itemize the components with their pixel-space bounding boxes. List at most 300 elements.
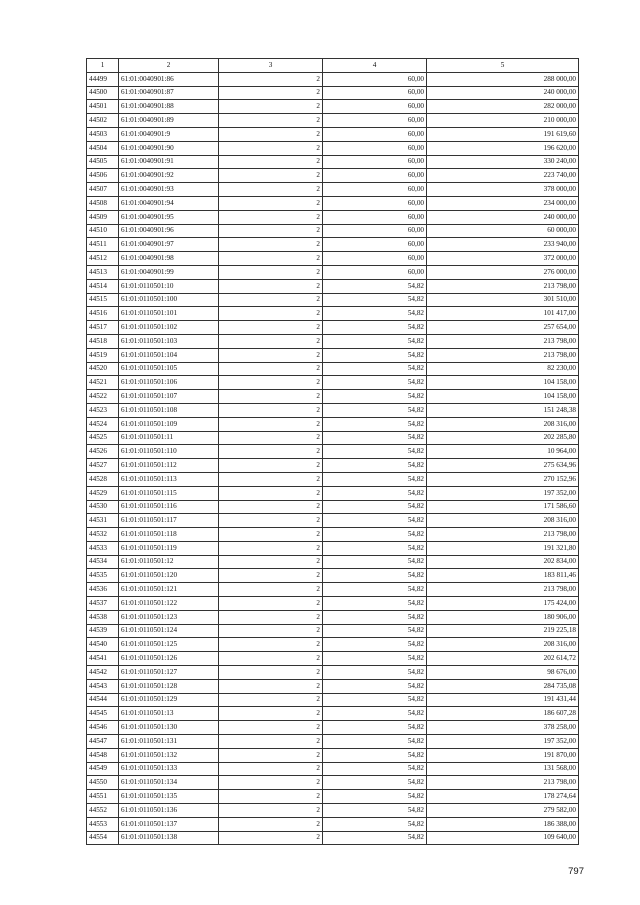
cadastral-number-cell: 61:01:0110501:117 (119, 514, 219, 528)
value-cell: 60,00 (323, 86, 427, 100)
table-row (87, 762, 579, 776)
category-cell: 2 (219, 776, 323, 790)
cadastral-number-cell: 61:01:0110501:136 (119, 804, 219, 818)
amount-cell: 240 000,00 (427, 86, 579, 100)
category-cell: 2 (219, 638, 323, 652)
row-number-cell: 44525 (87, 431, 119, 445)
amount-cell: 202 614,72 (427, 652, 579, 666)
cadastral-number-cell: 61:01:0040901:94 (119, 196, 219, 210)
table-header (87, 59, 579, 73)
amount-cell: 191 321,80 (427, 541, 579, 555)
row-number-cell: 44539 (87, 624, 119, 638)
cadastral-number-cell: 61:01:0040901:95 (119, 210, 219, 224)
row-number-cell: 44552 (87, 804, 119, 818)
value-cell: 54,82 (323, 528, 427, 542)
value-cell: 60,00 (323, 141, 427, 155)
cadastral-number-cell: 61:01:0040901:98 (119, 252, 219, 266)
row-number-cell: 44504 (87, 141, 119, 155)
cadastral-number-cell: 61:01:0040901:99 (119, 265, 219, 279)
table-row (87, 666, 579, 680)
amount-cell: 301 510,00 (427, 293, 579, 307)
amount-cell: 223 740,00 (427, 169, 579, 183)
cadastral-number-cell: 61:01:0040901:96 (119, 224, 219, 238)
table-row (87, 155, 579, 169)
cadastral-number-cell: 61:01:0040901:90 (119, 141, 219, 155)
amount-cell: 191 431,44 (427, 693, 579, 707)
value-cell: 54,82 (323, 569, 427, 583)
value-cell: 54,82 (323, 403, 427, 417)
table-row (87, 597, 579, 611)
table-row (87, 279, 579, 293)
value-cell: 54,82 (323, 307, 427, 321)
amount-cell: 104 158,00 (427, 376, 579, 390)
table-row (87, 624, 579, 638)
value-cell: 54,82 (323, 376, 427, 390)
table-row (87, 500, 579, 514)
amount-cell: 196 620,00 (427, 141, 579, 155)
amount-cell: 279 582,00 (427, 804, 579, 818)
cadastral-number-cell: 61:01:0040901:97 (119, 238, 219, 252)
row-number-cell: 44536 (87, 583, 119, 597)
value-cell: 54,82 (323, 362, 427, 376)
value-cell: 60,00 (323, 252, 427, 266)
amount-cell: 276 000,00 (427, 265, 579, 279)
value-cell: 54,82 (323, 624, 427, 638)
row-number-cell: 44510 (87, 224, 119, 238)
row-number-cell: 44508 (87, 196, 119, 210)
table-row (87, 376, 579, 390)
table-row (87, 679, 579, 693)
cadastral-number-cell: 61:01:0110501:138 (119, 831, 219, 845)
table-row (87, 748, 579, 762)
category-cell: 2 (219, 831, 323, 845)
cadastral-number-cell: 61:01:0040901:91 (119, 155, 219, 169)
table-row (87, 459, 579, 473)
category-cell: 2 (219, 762, 323, 776)
amount-cell: 270 152,96 (427, 472, 579, 486)
cadastral-number-cell: 61:01:0040901:93 (119, 183, 219, 197)
amount-cell: 378 258,00 (427, 721, 579, 735)
cadastral-number-cell: 61:01:0110501:116 (119, 500, 219, 514)
category-cell: 2 (219, 528, 323, 542)
cadastral-number-cell: 61:01:0110501:131 (119, 735, 219, 749)
cadastral-number-cell: 61:01:0110501:112 (119, 459, 219, 473)
amount-cell: 378 000,00 (427, 183, 579, 197)
amount-cell: 104 158,00 (427, 390, 579, 404)
table-row (87, 652, 579, 666)
category-cell: 2 (219, 376, 323, 390)
row-number-cell: 44503 (87, 127, 119, 141)
category-cell: 2 (219, 334, 323, 348)
value-cell: 54,82 (323, 735, 427, 749)
row-number-cell: 44537 (87, 597, 119, 611)
row-number-cell: 44514 (87, 279, 119, 293)
cadastral-number-cell: 61:01:0040901:92 (119, 169, 219, 183)
amount-cell: 191 619,60 (427, 127, 579, 141)
table-row (87, 693, 579, 707)
header-row (87, 59, 579, 73)
value-cell: 54,82 (323, 804, 427, 818)
table-row (87, 307, 579, 321)
row-number-cell: 44521 (87, 376, 119, 390)
cadastral-number-cell: 61:01:0040901:86 (119, 72, 219, 86)
category-cell: 2 (219, 569, 323, 583)
category-cell: 2 (219, 114, 323, 128)
category-cell: 2 (219, 500, 323, 514)
value-cell: 54,82 (323, 500, 427, 514)
value-cell: 54,82 (323, 472, 427, 486)
row-number-cell: 44524 (87, 417, 119, 431)
amount-cell: 372 000,00 (427, 252, 579, 266)
table-row (87, 265, 579, 279)
table-row (87, 72, 579, 86)
row-number-cell: 44500 (87, 86, 119, 100)
row-number-cell: 44543 (87, 679, 119, 693)
value-cell: 54,82 (323, 679, 427, 693)
table-row (87, 541, 579, 555)
category-cell: 2 (219, 127, 323, 141)
cadastral-number-cell: 61:01:0110501:128 (119, 679, 219, 693)
amount-cell: 197 352,00 (427, 735, 579, 749)
value-cell: 54,82 (323, 348, 427, 362)
row-number-cell: 44519 (87, 348, 119, 362)
table-row (87, 334, 579, 348)
cadastral-number-cell: 61:01:0110501:104 (119, 348, 219, 362)
amount-cell: 98 676,00 (427, 666, 579, 680)
amount-cell: 330 240,00 (427, 155, 579, 169)
cadastral-number-cell: 61:01:0040901:89 (119, 114, 219, 128)
value-cell: 54,82 (323, 293, 427, 307)
row-number-cell: 44542 (87, 666, 119, 680)
amount-cell: 191 870,00 (427, 748, 579, 762)
cadastral-number-cell: 61:01:0110501:118 (119, 528, 219, 542)
table-row (87, 528, 579, 542)
cadastral-number-cell: 61:01:0110501:129 (119, 693, 219, 707)
category-cell: 2 (219, 583, 323, 597)
table-row (87, 100, 579, 114)
table-row (87, 707, 579, 721)
value-cell: 54,82 (323, 555, 427, 569)
value-cell: 54,82 (323, 417, 427, 431)
table-row (87, 569, 579, 583)
row-number-cell: 44528 (87, 472, 119, 486)
cadastral-number-cell: 61:01:0110501:133 (119, 762, 219, 776)
category-cell: 2 (219, 610, 323, 624)
value-cell: 54,82 (323, 790, 427, 804)
row-number-cell: 44506 (87, 169, 119, 183)
table-row (87, 169, 579, 183)
category-cell: 2 (219, 169, 323, 183)
table-row (87, 348, 579, 362)
row-number-cell: 44540 (87, 638, 119, 652)
table-row (87, 445, 579, 459)
table-row (87, 790, 579, 804)
table-row (87, 86, 579, 100)
column-header-2: 2 (119, 59, 219, 73)
amount-cell: 131 568,00 (427, 762, 579, 776)
cadastral-number-cell: 61:01:0110501:125 (119, 638, 219, 652)
category-cell: 2 (219, 472, 323, 486)
table-row (87, 238, 579, 252)
amount-cell: 257 654,00 (427, 321, 579, 335)
amount-cell: 82 230,00 (427, 362, 579, 376)
table-row (87, 804, 579, 818)
category-cell: 2 (219, 459, 323, 473)
table-body (87, 72, 579, 845)
row-number-cell: 44511 (87, 238, 119, 252)
row-number-cell: 44529 (87, 486, 119, 500)
table-row (87, 776, 579, 790)
cadastral-number-cell: 61:01:0110501:132 (119, 748, 219, 762)
value-cell: 54,82 (323, 748, 427, 762)
value-cell: 54,82 (323, 666, 427, 680)
table-row (87, 293, 579, 307)
cadastral-number-cell: 61:01:0110501:120 (119, 569, 219, 583)
row-number-cell: 44538 (87, 610, 119, 624)
table-row (87, 735, 579, 749)
value-cell: 60,00 (323, 114, 427, 128)
amount-cell: 208 316,00 (427, 514, 579, 528)
table-row (87, 321, 579, 335)
row-number-cell: 44509 (87, 210, 119, 224)
category-cell: 2 (219, 707, 323, 721)
cadastral-number-cell: 61:01:0110501:103 (119, 334, 219, 348)
category-cell: 2 (219, 362, 323, 376)
amount-cell: 210 000,00 (427, 114, 579, 128)
value-cell: 54,82 (323, 597, 427, 611)
cadastral-number-cell: 61:01:0110501:100 (119, 293, 219, 307)
category-cell: 2 (219, 224, 323, 238)
amount-cell: 213 798,00 (427, 528, 579, 542)
amount-cell: 213 798,00 (427, 348, 579, 362)
amount-cell: 60 000,00 (427, 224, 579, 238)
table-row (87, 114, 579, 128)
row-number-cell: 44548 (87, 748, 119, 762)
row-number-cell: 44547 (87, 735, 119, 749)
category-cell: 2 (219, 431, 323, 445)
cadastral-number-cell: 61:01:0110501:109 (119, 417, 219, 431)
amount-cell: 208 316,00 (427, 638, 579, 652)
category-cell: 2 (219, 804, 323, 818)
amount-cell: 101 417,00 (427, 307, 579, 321)
value-cell: 60,00 (323, 265, 427, 279)
row-number-cell: 44535 (87, 569, 119, 583)
cadastral-number-cell: 61:01:0040901:88 (119, 100, 219, 114)
row-number-cell: 44530 (87, 500, 119, 514)
value-cell: 54,82 (323, 762, 427, 776)
cadastral-number-cell: 61:01:0110501:130 (119, 721, 219, 735)
row-number-cell: 44516 (87, 307, 119, 321)
amount-cell: 10 964,00 (427, 445, 579, 459)
category-cell: 2 (219, 183, 323, 197)
table-row (87, 252, 579, 266)
cadastral-number-cell: 61:01:0110501:110 (119, 445, 219, 459)
cadastral-number-cell: 61:01:0110501:113 (119, 472, 219, 486)
data-table (86, 58, 579, 845)
table-row (87, 831, 579, 845)
amount-cell: 275 634,96 (427, 459, 579, 473)
value-cell: 54,82 (323, 652, 427, 666)
table-row (87, 196, 579, 210)
amount-cell: 219 225,18 (427, 624, 579, 638)
category-cell: 2 (219, 155, 323, 169)
cadastral-number-cell: 61:01:0110501:106 (119, 376, 219, 390)
amount-cell: 202 285,80 (427, 431, 579, 445)
cadastral-number-cell: 61:01:0110501:126 (119, 652, 219, 666)
amount-cell: 213 798,00 (427, 334, 579, 348)
table-row (87, 403, 579, 417)
value-cell: 60,00 (323, 210, 427, 224)
value-cell: 54,82 (323, 445, 427, 459)
value-cell: 54,82 (323, 610, 427, 624)
value-cell: 60,00 (323, 72, 427, 86)
cadastral-number-cell: 61:01:0110501:137 (119, 817, 219, 831)
row-number-cell: 44527 (87, 459, 119, 473)
amount-cell: 183 811,46 (427, 569, 579, 583)
table-row (87, 472, 579, 486)
value-cell: 54,82 (323, 486, 427, 500)
row-number-cell: 44512 (87, 252, 119, 266)
category-cell: 2 (219, 210, 323, 224)
cadastral-number-cell: 61:01:0110501:123 (119, 610, 219, 624)
amount-cell: 288 000,00 (427, 72, 579, 86)
amount-cell: 171 586,60 (427, 500, 579, 514)
cadastral-number-cell: 61:01:0110501:121 (119, 583, 219, 597)
row-number-cell: 44533 (87, 541, 119, 555)
row-number-cell: 44534 (87, 555, 119, 569)
value-cell: 54,82 (323, 721, 427, 735)
row-number-cell: 44541 (87, 652, 119, 666)
cadastral-number-cell: 61:01:0110501:108 (119, 403, 219, 417)
value-cell: 60,00 (323, 169, 427, 183)
amount-cell: 213 798,00 (427, 583, 579, 597)
category-cell: 2 (219, 652, 323, 666)
column-header-1: 1 (87, 59, 119, 73)
row-number-cell: 44517 (87, 321, 119, 335)
amount-cell: 175 424,00 (427, 597, 579, 611)
value-cell: 60,00 (323, 183, 427, 197)
amount-cell: 202 834,00 (427, 555, 579, 569)
value-cell: 54,82 (323, 334, 427, 348)
value-cell: 54,82 (323, 707, 427, 721)
cadastral-number-cell: 61:01:0110501:11 (119, 431, 219, 445)
category-cell: 2 (219, 817, 323, 831)
category-cell: 2 (219, 141, 323, 155)
amount-cell: 213 798,00 (427, 776, 579, 790)
category-cell: 2 (219, 555, 323, 569)
row-number-cell: 44532 (87, 528, 119, 542)
cadastral-number-cell: 61:01:0110501:102 (119, 321, 219, 335)
category-cell: 2 (219, 666, 323, 680)
cadastral-number-cell: 61:01:0040901:87 (119, 86, 219, 100)
table-row (87, 610, 579, 624)
row-number-cell: 44499 (87, 72, 119, 86)
value-cell: 54,82 (323, 431, 427, 445)
value-cell: 60,00 (323, 238, 427, 252)
category-cell: 2 (219, 238, 323, 252)
row-number-cell: 44513 (87, 265, 119, 279)
value-cell: 54,82 (323, 541, 427, 555)
category-cell: 2 (219, 624, 323, 638)
value-cell: 54,82 (323, 390, 427, 404)
amount-cell: 213 798,00 (427, 279, 579, 293)
table-row (87, 141, 579, 155)
category-cell: 2 (219, 790, 323, 804)
table-row (87, 417, 579, 431)
row-number-cell: 44531 (87, 514, 119, 528)
amount-cell: 197 352,00 (427, 486, 579, 500)
value-cell: 54,82 (323, 776, 427, 790)
table-row (87, 555, 579, 569)
table-row (87, 362, 579, 376)
category-cell: 2 (219, 293, 323, 307)
row-number-cell: 44550 (87, 776, 119, 790)
cadastral-number-cell: 61:01:0110501:107 (119, 390, 219, 404)
column-header-4: 4 (323, 59, 427, 73)
value-cell: 60,00 (323, 196, 427, 210)
table-row (87, 514, 579, 528)
row-number-cell: 44505 (87, 155, 119, 169)
category-cell: 2 (219, 72, 323, 86)
row-number-cell: 44502 (87, 114, 119, 128)
amount-cell: 208 316,00 (427, 417, 579, 431)
cadastral-number-cell: 61:01:0110501:12 (119, 555, 219, 569)
table-row (87, 431, 579, 445)
amount-cell: 186 388,00 (427, 817, 579, 831)
cadastral-number-cell: 61:01:0110501:115 (119, 486, 219, 500)
row-number-cell: 44523 (87, 403, 119, 417)
table-row (87, 817, 579, 831)
amount-cell: 109 640,00 (427, 831, 579, 845)
row-number-cell: 44545 (87, 707, 119, 721)
category-cell: 2 (219, 265, 323, 279)
amount-cell: 282 000,00 (427, 100, 579, 114)
row-number-cell: 44546 (87, 721, 119, 735)
category-cell: 2 (219, 307, 323, 321)
amount-cell: 186 607,28 (427, 707, 579, 721)
category-cell: 2 (219, 417, 323, 431)
amount-cell: 284 735,08 (427, 679, 579, 693)
table-row (87, 183, 579, 197)
value-cell: 54,82 (323, 693, 427, 707)
amount-cell: 233 940,00 (427, 238, 579, 252)
amount-cell: 240 000,00 (427, 210, 579, 224)
row-number-cell: 44544 (87, 693, 119, 707)
cadastral-number-cell: 61:01:0110501:10 (119, 279, 219, 293)
table-row (87, 638, 579, 652)
category-cell: 2 (219, 252, 323, 266)
amount-cell: 151 248,38 (427, 403, 579, 417)
cadastral-number-cell: 61:01:0110501:122 (119, 597, 219, 611)
table-row (87, 127, 579, 141)
row-number-cell: 44520 (87, 362, 119, 376)
category-cell: 2 (219, 597, 323, 611)
value-cell: 54,82 (323, 817, 427, 831)
column-header-5: 5 (427, 59, 579, 73)
category-cell: 2 (219, 196, 323, 210)
row-number-cell: 44515 (87, 293, 119, 307)
cadastral-number-cell: 61:01:0110501:135 (119, 790, 219, 804)
category-cell: 2 (219, 100, 323, 114)
row-number-cell: 44549 (87, 762, 119, 776)
amount-cell: 180 906,00 (427, 610, 579, 624)
category-cell: 2 (219, 279, 323, 293)
value-cell: 54,82 (323, 638, 427, 652)
value-cell: 54,82 (323, 583, 427, 597)
value-cell: 60,00 (323, 155, 427, 169)
value-cell: 54,82 (323, 514, 427, 528)
value-cell: 54,82 (323, 279, 427, 293)
